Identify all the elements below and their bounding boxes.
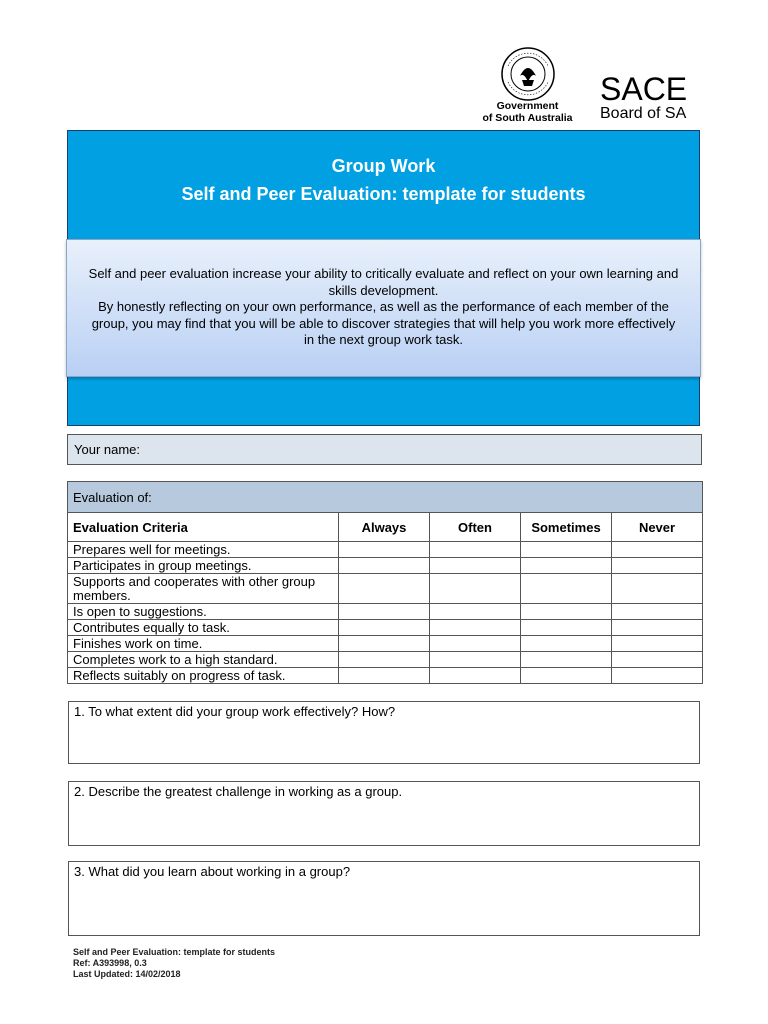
criteria-cell: Completes work to a high standard. (68, 652, 339, 668)
evaluation-table (67, 481, 703, 684)
question-1-label: 1. To what extent did your group work effectively? How? (74, 704, 396, 719)
header-criteria: Evaluation Criteria (68, 513, 339, 542)
rating-cell-sometimes[interactable] (521, 668, 612, 684)
question-1-box[interactable] (68, 701, 700, 764)
rating-cell-always[interactable] (339, 542, 430, 558)
rating-cell-often[interactable] (430, 542, 521, 558)
rating-cell-sometimes[interactable] (521, 652, 612, 668)
rating-cell-never[interactable] (612, 668, 703, 684)
question-3-label: 3. What did you learn about working in a group? (74, 864, 351, 879)
rating-cell-often[interactable] (430, 668, 521, 684)
rating-cell-never[interactable] (612, 558, 703, 574)
rating-cell-often[interactable] (430, 636, 521, 652)
page-title: Group Work (331, 156, 436, 176)
table-row (68, 558, 703, 574)
criteria-cell: Participates in group meetings. (68, 558, 339, 574)
rating-cell-often[interactable] (430, 652, 521, 668)
rating-cell-always[interactable] (339, 668, 430, 684)
footer-title: Self and Peer Evaluation: template for students (73, 947, 276, 957)
intro-text: Self and peer evaluation increase your ability to critically evaluate and reflect on your own learning and skills development. (88, 266, 679, 298)
rating-cell-sometimes[interactable] (521, 574, 612, 604)
rating-cell-always[interactable] (339, 558, 430, 574)
table-row (68, 636, 703, 652)
south-australia-crest-icon (500, 46, 556, 102)
rating-cell-often[interactable] (430, 574, 521, 604)
table-row (68, 652, 703, 668)
name-field[interactable] (67, 434, 702, 465)
rating-cell-sometimes[interactable] (521, 558, 612, 574)
rating-cell-never[interactable] (612, 636, 703, 652)
question-3-box[interactable] (68, 861, 700, 936)
gov-name-line2: of South Australia (482, 112, 573, 124)
gov-name-line1: Government (496, 100, 559, 112)
government-logo (470, 44, 585, 124)
evaluation-of-field[interactable] (68, 482, 703, 513)
header-never: Never (612, 513, 703, 542)
sace-subtitle: Board of SA (600, 105, 687, 122)
intro-box (66, 239, 701, 377)
question-2-label: 2. Describe the greatest challenge in working as a group. (74, 784, 403, 799)
table-row (68, 574, 703, 604)
rating-cell-often[interactable] (430, 620, 521, 636)
header-sometimes: Sometimes (521, 513, 612, 542)
rating-cell-never[interactable] (612, 574, 703, 604)
rating-cell-always[interactable] (339, 652, 430, 668)
table-row (68, 542, 703, 558)
rating-cell-sometimes[interactable] (521, 636, 612, 652)
rating-cell-never[interactable] (612, 604, 703, 620)
rating-cell-sometimes[interactable] (521, 620, 612, 636)
criteria-cell: Prepares well for meetings. (68, 542, 339, 558)
rating-cell-often[interactable] (430, 604, 521, 620)
rating-cell-always[interactable] (339, 636, 430, 652)
rating-cell-always[interactable] (339, 574, 430, 604)
rating-cell-never[interactable] (612, 542, 703, 558)
criteria-cell: Contributes equally to task. (68, 620, 339, 636)
rating-cell-always[interactable] (339, 604, 430, 620)
criteria-cell: Is open to suggestions. (68, 604, 339, 620)
criteria-cell: Finishes work on time. (68, 636, 339, 652)
footer-updated: Last Updated: 14/02/2018 (73, 969, 181, 979)
header-always: Always (339, 513, 430, 542)
page-subtitle: Self and Peer Evaluation: template for students (181, 184, 586, 204)
document-footer (73, 947, 275, 980)
question-2-box[interactable] (68, 781, 700, 846)
footer-ref: Ref: A393998, 0.3 (73, 958, 147, 968)
table-row (68, 668, 703, 684)
evaluation-of-label: Evaluation of: (73, 489, 152, 505)
table-row (68, 620, 703, 636)
criteria-cell: Supports and cooperates with other group members. (68, 574, 339, 604)
intro-text-2: By honestly reflecting on your own performance, as well as the performance of each member of the group, you may find that you will be able to discover strategies that will help you work more effectively in the next group work task. (91, 299, 676, 347)
sace-title: SACE (600, 71, 688, 107)
rating-cell-never[interactable] (612, 652, 703, 668)
criteria-cell: Reflects suitably on progress of task. (68, 668, 339, 684)
header-often: Often (430, 513, 521, 542)
rating-cell-often[interactable] (430, 558, 521, 574)
rating-cell-always[interactable] (339, 620, 430, 636)
rating-cell-sometimes[interactable] (521, 542, 612, 558)
sace-logo (600, 72, 710, 122)
rating-cell-sometimes[interactable] (521, 604, 612, 620)
rating-cell-never[interactable] (612, 620, 703, 636)
name-label: Your name: (74, 442, 141, 457)
table-row (68, 604, 703, 620)
